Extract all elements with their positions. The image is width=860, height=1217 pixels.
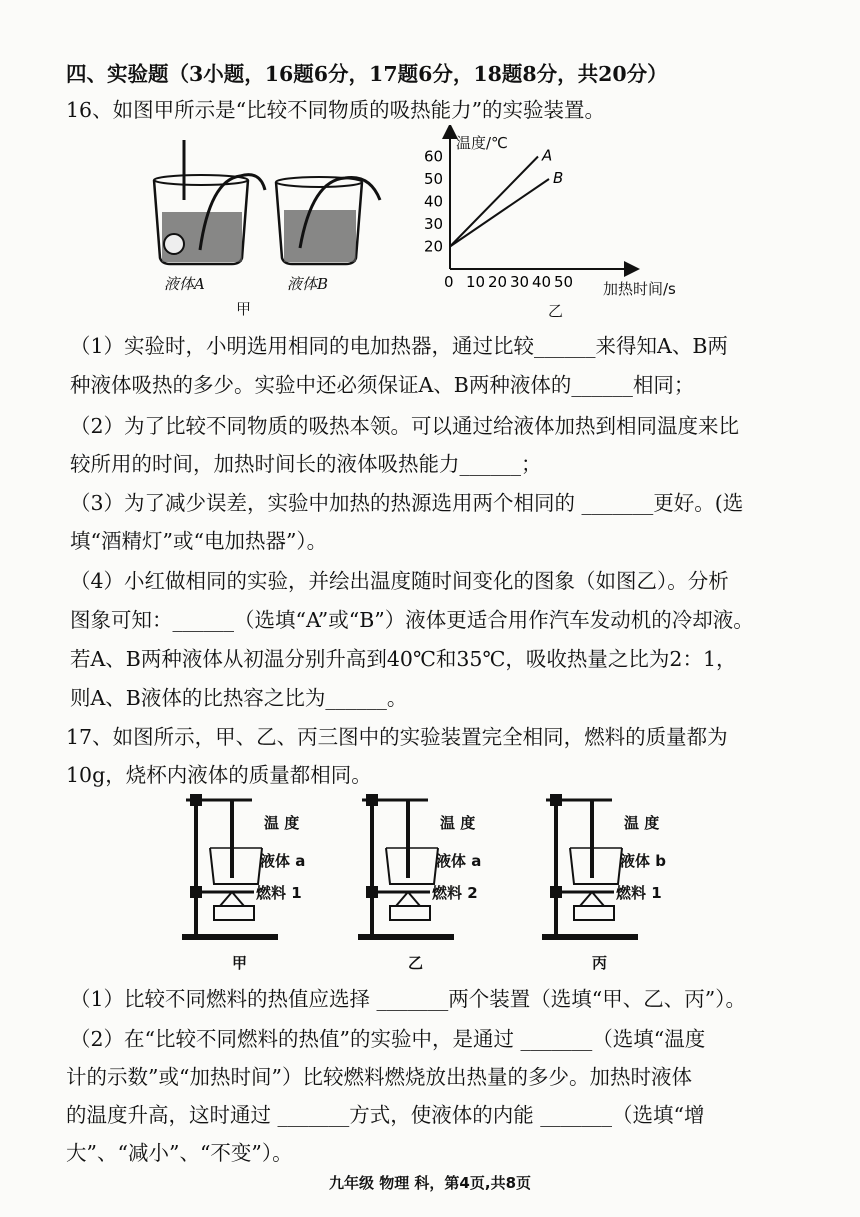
x-tick-label: 30 [510, 273, 530, 291]
figure-jia-caption: 甲 [236, 300, 252, 318]
fuel-label: 燃料 1 [256, 884, 302, 902]
q16-p3b: 填“酒精灯”或“电加热器”）。 [70, 529, 328, 553]
x-tick-label: 0 [444, 273, 454, 291]
fuel-label: 燃料 1 [616, 884, 662, 902]
series-line-B [450, 179, 549, 247]
thermometer-label: 温 度 [264, 814, 300, 832]
q16-p1b: 种液体吸热的多少。实验中还必须保证A、B两种液体的______相同； [70, 373, 695, 397]
q17-p2c: 的温度升高，这时通过 _______方式，使液体的内能 _______（选填“增 [66, 1103, 705, 1127]
q17-p1: （1）比较不同燃料的热值应选择 _______两个装置（选填“甲、乙、丙”）。 [70, 987, 747, 1011]
series-label-A: A [542, 146, 553, 165]
thermometer-label: 温 度 [624, 814, 660, 832]
q16-p4c: 若A、B两种液体从初温分别升高到40℃和35℃，吸收热量之比为2：1， [70, 647, 737, 671]
q17-intro-b: 10g，烧杯内液体的质量都相同。 [66, 763, 372, 787]
liquid-label: 液体 b [620, 852, 666, 870]
label-liquid-b: 液体B [287, 275, 329, 293]
chart-ylabel: 温度/℃ [456, 134, 508, 152]
q16-p4b: 图象可知：______（选填“A”或“B”）液体更适合用作汽车发动机的冷却液。 [70, 608, 754, 632]
y-tick-label: 30 [424, 215, 444, 233]
apparatus-caption: 乙 [408, 954, 424, 972]
chart-xlabel: 加热时间/s [603, 280, 676, 298]
q16-p2b: 较所用的时间，加热时间长的液体吸热能力______； [70, 452, 542, 476]
q16-p4d: 则A、B液体的比热容之比为______。 [70, 686, 408, 710]
x-tick-label: 50 [554, 273, 574, 291]
apparatus-caption: 丙 [592, 954, 608, 972]
y-tick-label: 40 [424, 192, 444, 211]
y-tick-label: 20 [424, 237, 444, 256]
label-liquid-a: 液体A [164, 275, 205, 293]
liquid-label: 液体 a [436, 852, 482, 870]
series-label-B: B [553, 169, 564, 187]
y-tick-label: 50 [424, 170, 444, 188]
section-heading: 四、实验题（3小题，16题6分，17题6分，18题8分，共20分） [66, 62, 668, 86]
q17-p2a: （2）在“比较不同燃料的热值”的实验中，是通过 _______（选填“温度 [70, 1027, 706, 1051]
q17-intro-a: 17、如图所示，甲、乙、丙三图中的实验装置完全相同，燃料的质量都为 [66, 725, 728, 749]
thermometer-label: 温 度 [440, 814, 476, 832]
apparatus-caption: 甲 [232, 954, 248, 972]
q16-p2a: （2）为了比较不同物质的吸热本领。可以通过给液体加热到相同温度来比 [70, 414, 740, 438]
x-tick-label: 20 [488, 273, 508, 291]
liquid-label: 液体 a [260, 852, 306, 870]
series-line-A [450, 157, 538, 247]
figure-yi-caption: 乙 [548, 302, 564, 320]
fuel-label: 燃料 2 [432, 884, 478, 902]
q16-p4a: （4）小红做相同的实验，并绘出温度随时间变化的图象（如图乙）。分析 [70, 569, 729, 593]
y-tick-label: 60 [424, 147, 444, 166]
page-footer: 九年级 物理 科，第4页,共8页 [328, 1174, 532, 1192]
q16-p1a: （1）实验时，小明选用相同的电加热器，通过比较______来得知A、B两 [70, 334, 728, 358]
x-tick-label: 10 [466, 273, 486, 291]
beaker-a [154, 140, 265, 264]
x-tick-label: 40 [532, 273, 552, 291]
q16-p3a: （3）为了减少误差，实验中加热的热源选用两个相同的 _______更好。(选 [70, 491, 744, 515]
q17-p2b: 计的示数”或“加热时间”）比较燃料燃烧放出热量的多少。加热时液体 [66, 1065, 692, 1089]
q17-p2d: 大”、“减小”、“不变”）。 [66, 1141, 293, 1165]
beaker-b [276, 177, 380, 264]
q16-intro: 16、如图甲所示是“比较不同物质的吸热能力”的实验装置。 [66, 98, 606, 122]
